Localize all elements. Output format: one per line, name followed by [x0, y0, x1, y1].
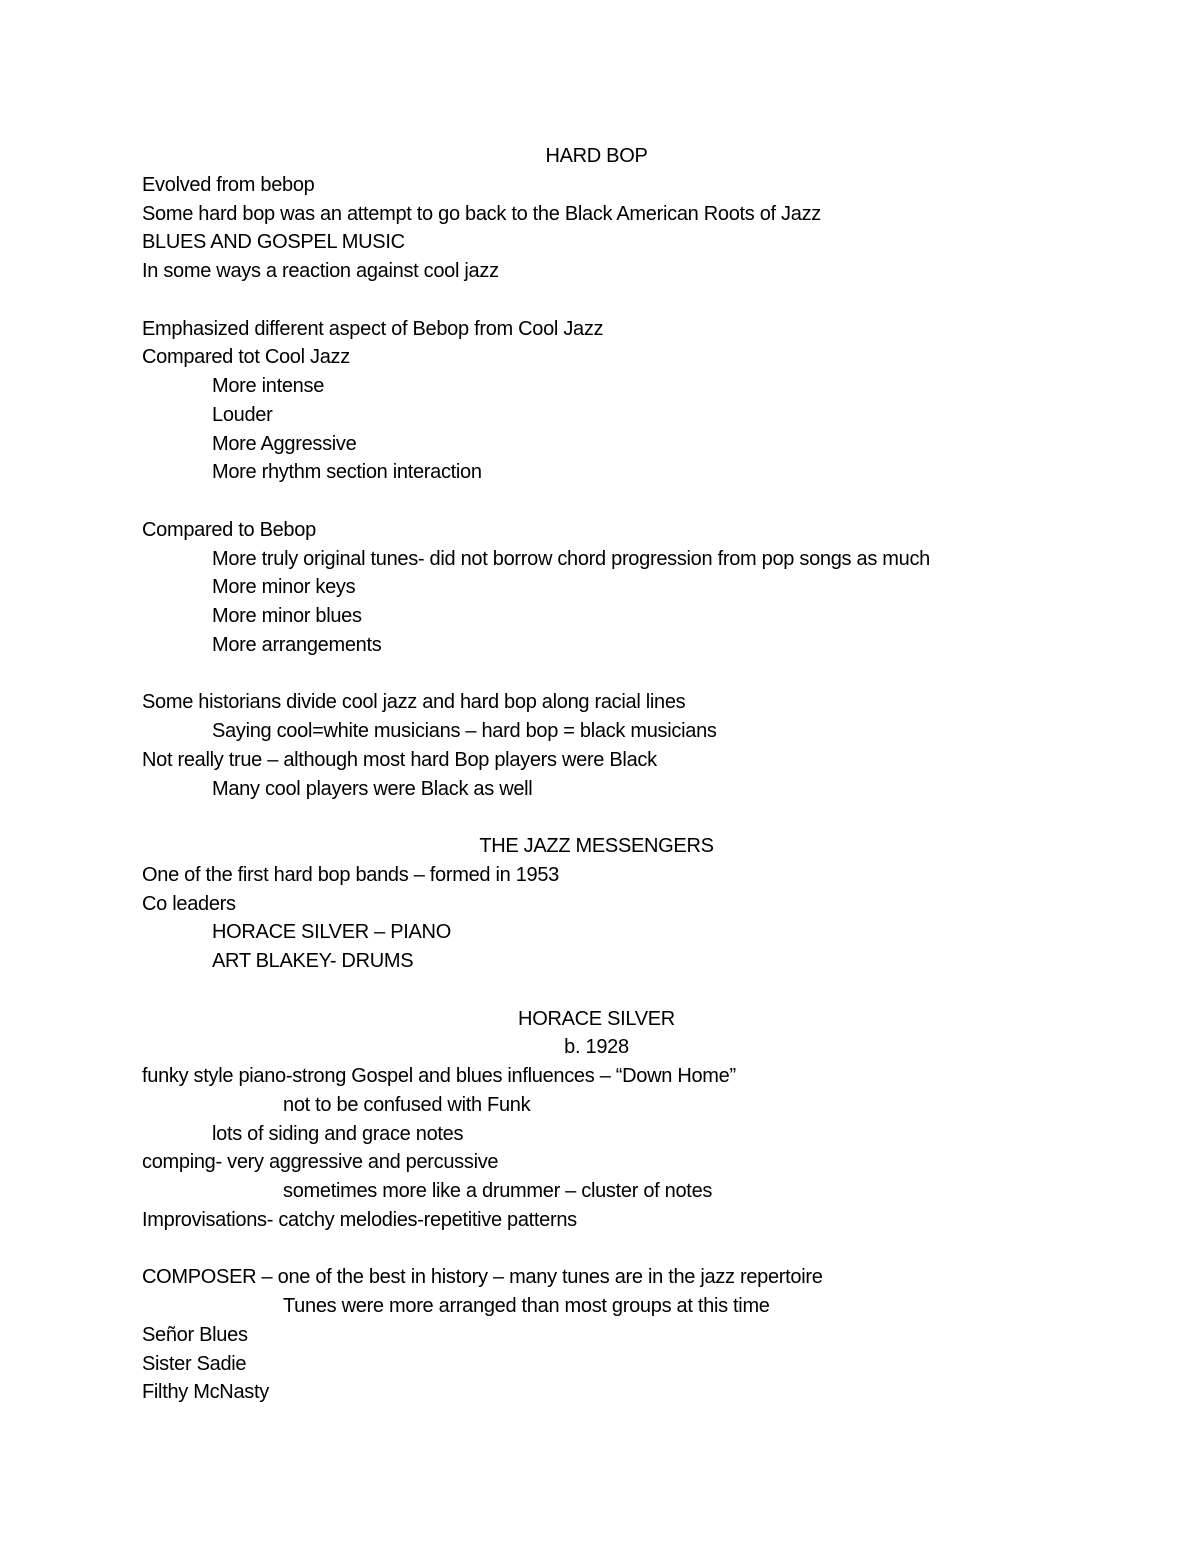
body-line: Co leaders: [142, 892, 236, 915]
body-line: ART BLAKEY- DRUMS: [212, 950, 414, 972]
body-line: Many cool players were Black as well: [212, 777, 533, 800]
body-line: More arrangements: [212, 633, 382, 656]
section-heading-horace-silver: HORACE SILVER: [518, 1007, 675, 1030]
body-line: Señor Blues: [142, 1323, 248, 1346]
section-heading-the-jazz-messengers: THE JAZZ MESSENGERS: [479, 835, 714, 857]
body-line: More Aggressive: [212, 432, 357, 455]
section-subheading: b. 1928: [564, 1036, 629, 1059]
body-line: More intense: [212, 375, 325, 397]
section-heading-hard-bop: HARD BOP: [545, 145, 648, 167]
body-line: comping- very aggressive and percussive: [142, 1151, 499, 1174]
body-line: HORACE SILVER – PIANO: [212, 921, 451, 944]
body-line: Improvisations- catchy melodies-repetitive patterns: [142, 1208, 577, 1231]
body-line: Sister Sadie: [142, 1352, 247, 1375]
body-line: Emphasized different aspect of Bebop from Cool Jazz: [142, 317, 604, 340]
body-line: Tunes were more arranged than most groups at this time: [283, 1295, 770, 1317]
body-line: Saying cool=white musicians – hard bop = black musicians: [212, 720, 717, 742]
body-line: lots of siding and grace notes: [212, 1122, 464, 1145]
body-line: Compared tot Cool Jazz: [142, 346, 350, 369]
body-line: More minor keys: [212, 576, 356, 599]
body-line: More rhythm section interaction: [212, 461, 482, 484]
body-line: BLUES AND GOSPEL MUSIC: [142, 231, 405, 254]
body-line: Compared to Bebop: [142, 518, 316, 541]
body-line: sometimes more like a drummer – cluster of notes: [283, 1180, 713, 1202]
body-line: COMPOSER – one of the best in history – many tunes are in the jazz repertoire: [142, 1266, 823, 1289]
body-line: funky style piano-strong Gospel and blues influences – “Down Home”: [142, 1065, 736, 1087]
body-line: Some historians divide cool jazz and hard bop along racial lines: [142, 691, 686, 714]
body-line: not to be confused with Funk: [283, 1093, 531, 1116]
body-line: More minor blues: [212, 605, 362, 627]
body-line: Louder: [212, 403, 273, 426]
body-line: Not really true – although most hard Bop players were Black: [142, 748, 657, 771]
body-line: Some hard bop was an attempt to go back to the Black American Roots of Jazz: [142, 202, 821, 225]
body-line: One of the first hard bop bands – formed in 1953: [142, 863, 559, 886]
body-line: Evolved from bebop: [142, 173, 315, 196]
body-line: Filthy McNasty: [142, 1381, 269, 1404]
body-line: In some ways a reaction against cool jazz: [142, 260, 499, 282]
body-line: More truly original tunes- did not borrow chord progression from pop songs as much: [212, 547, 930, 570]
